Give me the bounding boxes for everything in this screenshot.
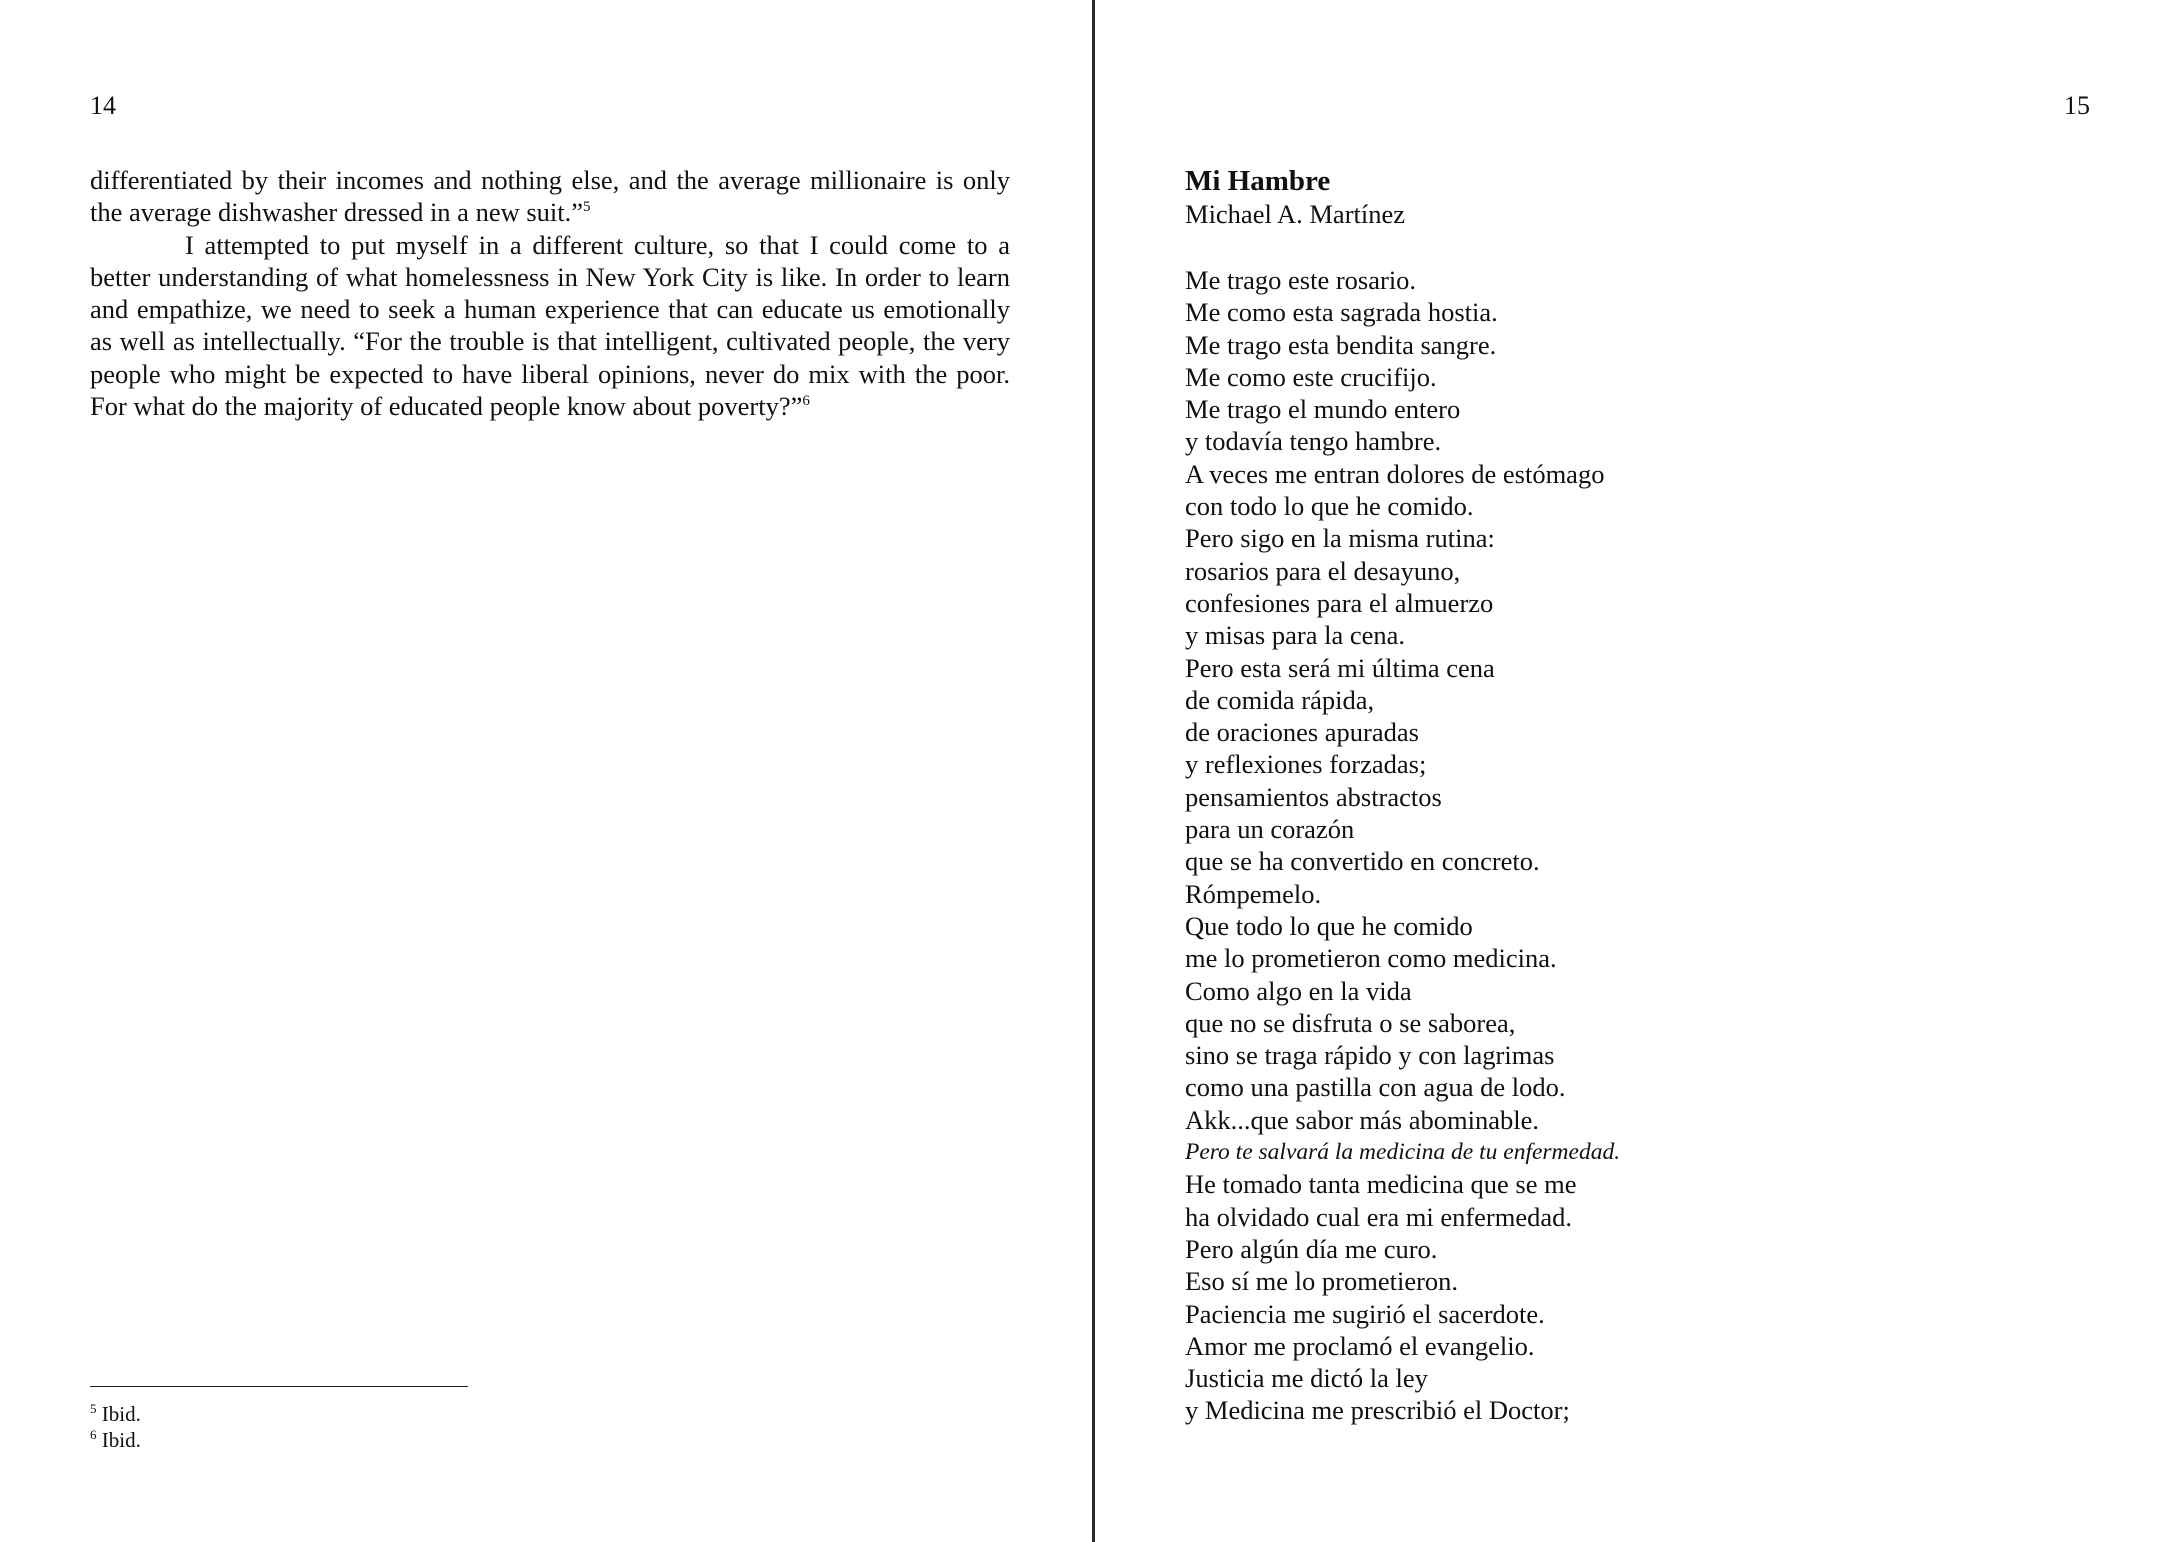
poem-title: Mi Hambre <box>1185 165 1331 197</box>
footnote-ref-5[interactable]: 5 <box>583 199 591 216</box>
poem-line: y reflexiones forzadas; <box>1185 749 1427 780</box>
poem-line: Me trago esta bendita sangre. <box>1185 329 1497 360</box>
poem-body <box>1185 264 1620 1427</box>
poem-line: que se ha convertido en concreto. <box>1185 846 1540 877</box>
poem-line: Akk...que sabor más abominable. <box>1185 1104 1539 1135</box>
poem-line: Me trago el mundo entero <box>1185 394 1461 425</box>
poem-line: me lo prometieron como medicina. <box>1185 943 1557 974</box>
poem-line: como una pastilla con agua de lodo. <box>1185 1072 1566 1103</box>
poem-line: con todo lo que he comido. <box>1185 491 1474 522</box>
paragraph-2-text: I attempted to put myself in a different culture, so that I could come to a better understanding of what homelessness in New York City is like. In order to learn and empathize, we need to seek a human experience that can educate us emotionally as well as intellectually. “For the trouble is that intelligent, cultivated people, the very people who might be expected to have liberal opinions, never do mix with the poor. For what do the majority of educated people know about poverty?” <box>90 229 1010 422</box>
poem-line: Justicia me dictó la ley <box>1185 1363 1428 1394</box>
poem-line: que no se disfruta o se saborea, <box>1185 1007 1516 1038</box>
footnote-number: 6 <box>90 1427 97 1442</box>
poem-line: Que todo lo que he comido <box>1185 910 1473 941</box>
poem-line: y misas para la cena. <box>1185 620 1405 651</box>
footnote-ref-6[interactable]: 6 <box>802 393 810 410</box>
poem-line: de oraciones apuradas <box>1185 717 1419 748</box>
poem-line: pensamientos abstractos <box>1185 781 1442 812</box>
footnote-text: Ibid. <box>101 1402 141 1426</box>
footnote-item <box>90 1401 141 1427</box>
poem-line: A veces me entran dolores de estómago <box>1185 458 1605 489</box>
body-text <box>90 164 1010 422</box>
poem-line: confesiones para el almuerzo <box>1185 587 1494 618</box>
poem-line: Me como este crucifijo. <box>1185 361 1437 392</box>
footnote-number: 5 <box>90 1401 97 1416</box>
footnote-text: Ibid. <box>101 1428 141 1452</box>
footnotes <box>90 1401 141 1453</box>
paragraph-2 <box>90 229 1010 423</box>
poem-line: He tomado tanta medicina que se me <box>1185 1169 1577 1200</box>
poem-line: y todavía tengo hambre. <box>1185 426 1442 457</box>
page-number-right: 15 <box>2064 91 2090 120</box>
paragraph-1 <box>90 164 1010 229</box>
poem-line: Pero sigo en la misma rutina: <box>1185 523 1495 554</box>
poem-line: rosarios para el desayuno, <box>1185 555 1461 586</box>
poem-line: Pero algún día me curo. <box>1185 1233 1438 1264</box>
poem-line: Paciencia me sugirió el sacerdote. <box>1185 1298 1545 1329</box>
paragraph-1-text: differentiated by their incomes and nothing else, and the average millionaire is only the average dishwasher dressed in a new suit.” <box>90 165 1010 228</box>
poem-author: Michael A. Martínez <box>1185 199 1406 229</box>
poem-line-italic: Pero te salvará la medicina de tu enfermedad. <box>1185 1139 1621 1166</box>
poem-line: ha olvidado cual era mi enfermedad. <box>1185 1201 1573 1232</box>
poem-line: para un corazón <box>1185 814 1355 845</box>
poem-line: Me como esta sagrada hostia. <box>1185 297 1498 328</box>
footnote-item <box>90 1427 141 1453</box>
poem-line: de comida rápida, <box>1185 684 1375 715</box>
poem-line: Eso sí me lo prometieron. <box>1185 1266 1459 1297</box>
poem-line: Me trago este rosario. <box>1185 265 1417 295</box>
poem-line: sino se traga rápido y con lagrimas <box>1185 1040 1555 1071</box>
poem-line: Rómpemelo. <box>1185 878 1322 909</box>
poem-line: Como algo en la vida <box>1185 975 1412 1006</box>
right-page <box>1095 0 2178 1542</box>
footnote-divider <box>90 1386 468 1387</box>
poem-line: y Medicina me prescribió el Doctor; <box>1185 1395 1570 1426</box>
page-number-left: 14 <box>90 91 116 120</box>
poem-line: Pero esta será mi última cena <box>1185 652 1495 683</box>
poem-line: Amor me proclamó el evangelio. <box>1185 1330 1535 1361</box>
